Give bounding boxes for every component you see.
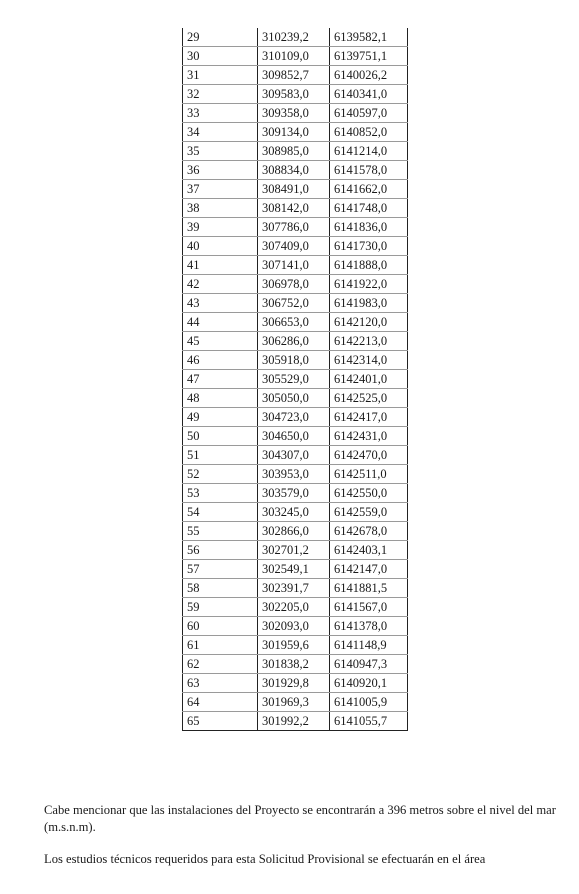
table-row [183, 275, 408, 294]
northing-cell: 6140341,0 [330, 85, 408, 104]
northing-cell: 6141922,0 [330, 275, 408, 294]
point-number-cell: 39 [183, 218, 258, 237]
northing-cell: 6140597,0 [330, 104, 408, 123]
easting-cell: 301838,2 [258, 655, 330, 674]
point-number-cell: 53 [183, 484, 258, 503]
table-row [183, 161, 408, 180]
point-number-cell: 45 [183, 332, 258, 351]
easting-cell: 305918,0 [258, 351, 330, 370]
northing-cell: 6142147,0 [330, 560, 408, 579]
point-number-cell: 47 [183, 370, 258, 389]
easting-cell: 302093,0 [258, 617, 330, 636]
point-number-cell: 34 [183, 123, 258, 142]
northing-cell: 6142550,0 [330, 484, 408, 503]
northing-cell: 6142403,1 [330, 541, 408, 560]
point-number-cell: 40 [183, 237, 258, 256]
easting-cell: 302549,1 [258, 560, 330, 579]
table-row [183, 636, 408, 655]
easting-cell: 301959,6 [258, 636, 330, 655]
easting-cell: 308834,0 [258, 161, 330, 180]
point-number-cell: 48 [183, 389, 258, 408]
easting-cell: 304307,0 [258, 446, 330, 465]
point-number-cell: 46 [183, 351, 258, 370]
easting-cell: 310239,2 [258, 28, 330, 47]
northing-cell: 6142511,0 [330, 465, 408, 484]
easting-cell: 309134,0 [258, 123, 330, 142]
point-number-cell: 59 [183, 598, 258, 617]
table-row [183, 598, 408, 617]
point-number-cell: 65 [183, 712, 258, 731]
point-number-cell: 61 [183, 636, 258, 655]
table-row [183, 256, 408, 275]
easting-cell: 305050,0 [258, 389, 330, 408]
easting-cell: 307141,0 [258, 256, 330, 275]
easting-cell: 301969,3 [258, 693, 330, 712]
point-number-cell: 33 [183, 104, 258, 123]
point-number-cell: 49 [183, 408, 258, 427]
easting-cell: 308985,0 [258, 142, 330, 161]
point-number-cell: 64 [183, 693, 258, 712]
easting-cell: 301992,2 [258, 712, 330, 731]
northing-cell: 6140947,3 [330, 655, 408, 674]
northing-cell: 6142314,0 [330, 351, 408, 370]
table-row [183, 503, 408, 522]
easting-cell: 305529,0 [258, 370, 330, 389]
table-row [183, 541, 408, 560]
point-number-cell: 41 [183, 256, 258, 275]
point-number-cell: 62 [183, 655, 258, 674]
table-row [183, 123, 408, 142]
point-number-cell: 52 [183, 465, 258, 484]
table-row [183, 465, 408, 484]
table-row [183, 560, 408, 579]
table-row [183, 218, 408, 237]
northing-cell: 6140852,0 [330, 123, 408, 142]
northing-cell: 6141662,0 [330, 180, 408, 199]
northing-cell: 6141748,0 [330, 199, 408, 218]
table-row [183, 712, 408, 731]
northing-cell: 6142431,0 [330, 427, 408, 446]
easting-cell: 307786,0 [258, 218, 330, 237]
northing-cell: 6142417,0 [330, 408, 408, 427]
northing-cell: 6142678,0 [330, 522, 408, 541]
table-row [183, 408, 408, 427]
table-row [183, 427, 408, 446]
easting-cell: 303579,0 [258, 484, 330, 503]
easting-cell: 306978,0 [258, 275, 330, 294]
table-row [183, 522, 408, 541]
easting-cell: 304650,0 [258, 427, 330, 446]
northing-cell: 6139582,1 [330, 28, 408, 47]
table-row [183, 655, 408, 674]
table-row [183, 389, 408, 408]
point-number-cell: 51 [183, 446, 258, 465]
coordinates-table [182, 28, 408, 731]
point-number-cell: 35 [183, 142, 258, 161]
easting-cell: 306286,0 [258, 332, 330, 351]
northing-cell: 6141567,0 [330, 598, 408, 617]
point-number-cell: 42 [183, 275, 258, 294]
northing-cell: 6141214,0 [330, 142, 408, 161]
easting-cell: 308142,0 [258, 199, 330, 218]
northing-cell: 6142401,0 [330, 370, 408, 389]
point-number-cell: 60 [183, 617, 258, 636]
point-number-cell: 56 [183, 541, 258, 560]
easting-cell: 303953,0 [258, 465, 330, 484]
point-number-cell: 38 [183, 199, 258, 218]
altitude-paragraph: Cabe mencionar que las instalaciones del Proyecto se encontrarán a 396 metros sobre el nivel del mar (m.s.n.m). [44, 803, 556, 834]
easting-cell: 302205,0 [258, 598, 330, 617]
northing-cell: 6142525,0 [330, 389, 408, 408]
table-row [183, 370, 408, 389]
northing-cell: 6139751,1 [330, 47, 408, 66]
northing-cell: 6141005,9 [330, 693, 408, 712]
point-number-cell: 31 [183, 66, 258, 85]
easting-cell: 310109,0 [258, 47, 330, 66]
coordinates-table-body [183, 28, 408, 731]
easting-cell: 308491,0 [258, 180, 330, 199]
northing-cell: 6141888,0 [330, 256, 408, 275]
point-number-cell: 58 [183, 579, 258, 598]
easting-cell: 304723,0 [258, 408, 330, 427]
table-row [183, 294, 408, 313]
northing-cell: 6140920,1 [330, 674, 408, 693]
easting-cell: 306752,0 [258, 294, 330, 313]
point-number-cell: 50 [183, 427, 258, 446]
easting-cell: 309583,0 [258, 85, 330, 104]
table-row [183, 484, 408, 503]
table-row [183, 85, 408, 104]
point-number-cell: 55 [183, 522, 258, 541]
easting-cell: 303245,0 [258, 503, 330, 522]
table-row [183, 332, 408, 351]
northing-cell: 6141578,0 [330, 161, 408, 180]
table-row [183, 693, 408, 712]
northing-cell: 6142213,0 [330, 332, 408, 351]
easting-cell: 301929,8 [258, 674, 330, 693]
northing-cell: 6141881,5 [330, 579, 408, 598]
table-row [183, 313, 408, 332]
northing-cell: 6142470,0 [330, 446, 408, 465]
northing-cell: 6141055,7 [330, 712, 408, 731]
point-number-cell: 43 [183, 294, 258, 313]
point-number-cell: 57 [183, 560, 258, 579]
easting-cell: 302391,7 [258, 579, 330, 598]
point-number-cell: 44 [183, 313, 258, 332]
northing-cell: 6142559,0 [330, 503, 408, 522]
northing-cell: 6141836,0 [330, 218, 408, 237]
table-row [183, 446, 408, 465]
northing-cell: 6142120,0 [330, 313, 408, 332]
easting-cell: 302866,0 [258, 522, 330, 541]
table-row [183, 47, 408, 66]
table-row [183, 180, 408, 199]
technical-studies-paragraph: Los estudios técnicos requeridos para esta Solicitud Provisional se efectuarán en el área [44, 852, 486, 866]
northing-cell: 6140026,2 [330, 66, 408, 85]
point-number-cell: 37 [183, 180, 258, 199]
point-number-cell: 63 [183, 674, 258, 693]
table-row [183, 674, 408, 693]
easting-cell: 309852,7 [258, 66, 330, 85]
table-row [183, 199, 408, 218]
table-row [183, 237, 408, 256]
point-number-cell: 36 [183, 161, 258, 180]
table-row [183, 579, 408, 598]
point-number-cell: 29 [183, 28, 258, 47]
point-number-cell: 54 [183, 503, 258, 522]
northing-cell: 6141730,0 [330, 237, 408, 256]
northing-cell: 6141148,9 [330, 636, 408, 655]
easting-cell: 307409,0 [258, 237, 330, 256]
northing-cell: 6141983,0 [330, 294, 408, 313]
easting-cell: 309358,0 [258, 104, 330, 123]
point-number-cell: 30 [183, 47, 258, 66]
table-row [183, 617, 408, 636]
easting-cell: 302701,2 [258, 541, 330, 560]
easting-cell: 306653,0 [258, 313, 330, 332]
table-row [183, 104, 408, 123]
table-row [183, 142, 408, 161]
northing-cell: 6141378,0 [330, 617, 408, 636]
point-number-cell: 32 [183, 85, 258, 104]
table-row [183, 351, 408, 370]
table-row [183, 28, 408, 47]
table-row [183, 66, 408, 85]
